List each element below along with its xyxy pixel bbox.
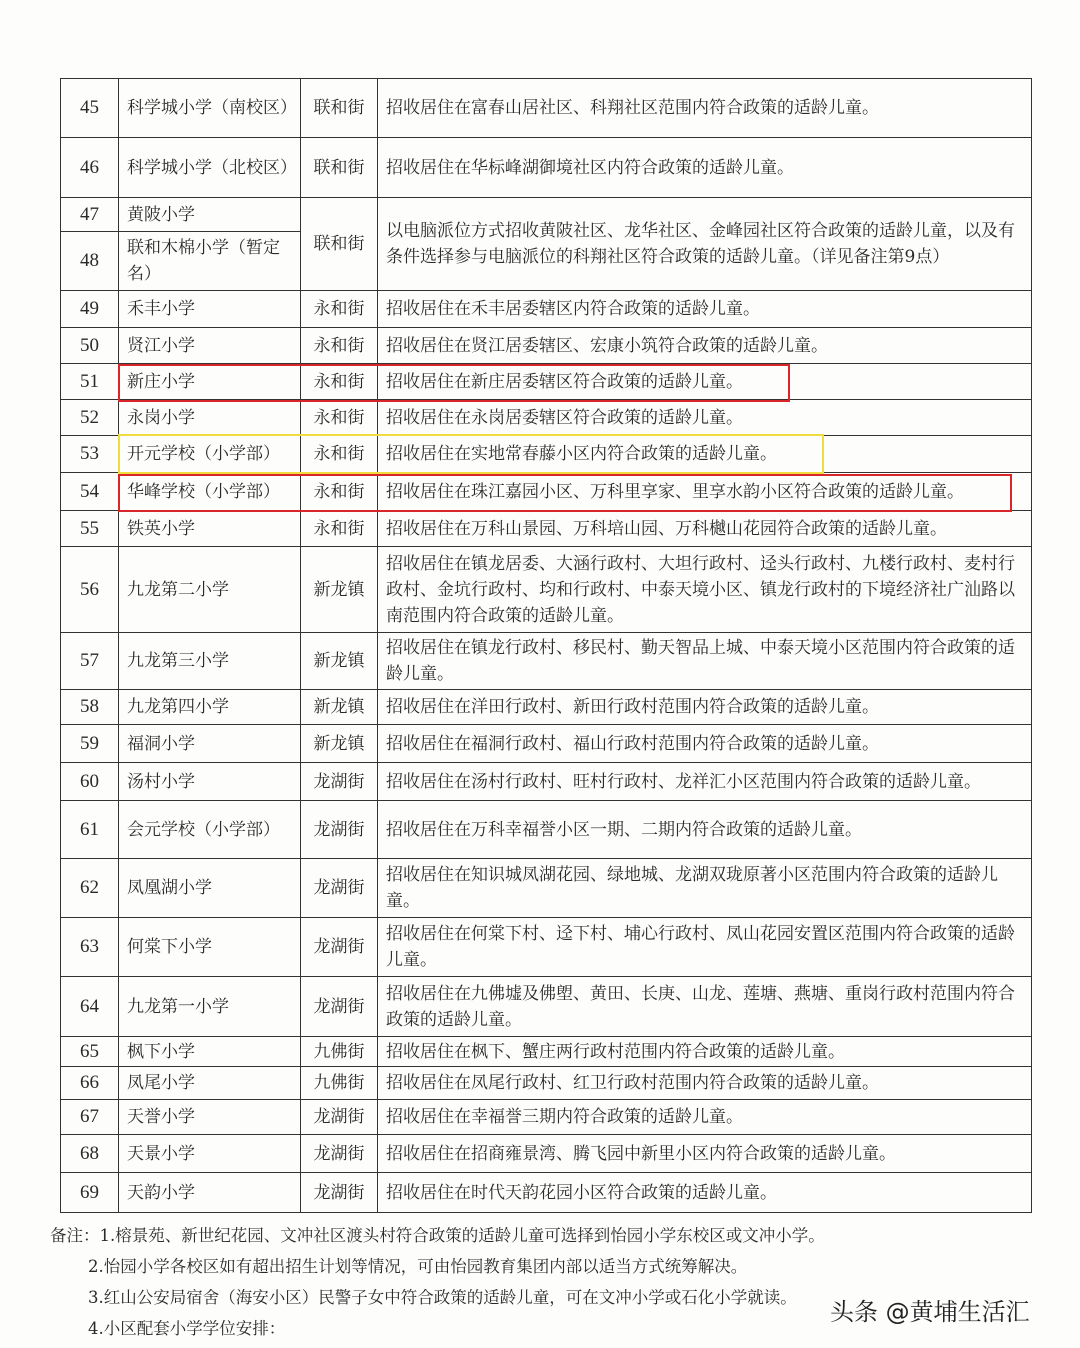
district: 新龙镇 <box>301 690 378 725</box>
school-name: 开元学校（小学部） <box>119 436 301 473</box>
school-name: 九龙第三小学 <box>119 633 301 690</box>
table-row <box>61 1135 1032 1173</box>
row-number: 62 <box>61 859 119 918</box>
school-name: 科学城小学（南校区） <box>119 79 301 138</box>
table-row <box>61 1173 1032 1213</box>
table-row <box>61 859 1032 918</box>
district: 新龙镇 <box>301 633 378 690</box>
table-row <box>61 977 1032 1037</box>
enrollment-scope: 招收居住在镇龙居委、大涵行政村、大坦行政村、迳头行政村、九楼行政村、麦村行政村、金坑行政村、均和行政村、中泰天境小区、镇龙行政村的下境经济社广汕路以南范围内符合政策的适龄儿童。 <box>378 547 1032 633</box>
school-name: 科学城小学（北校区） <box>119 138 301 198</box>
district: 龙湖街 <box>301 1173 378 1213</box>
enrollment-scope: 招收居住在万科幸福誉小区一期、二期内符合政策的适龄儿童。 <box>378 801 1032 859</box>
enrollment-scope: 招收居住在福洞行政村、福山行政村范围内符合政策的适龄儿童。 <box>378 725 1032 763</box>
district: 永和街 <box>301 291 378 328</box>
school-name: 九龙第一小学 <box>119 977 301 1037</box>
school-name: 天韵小学 <box>119 1173 301 1213</box>
district: 龙湖街 <box>301 1135 378 1173</box>
enrollment-scope: 招收居住在贤江居委辖区、宏康小筑符合政策的适龄儿童。 <box>378 328 1032 364</box>
school-name: 天誉小学 <box>119 1100 301 1135</box>
enrollment-scope: 招收居住在新庄居委辖区符合政策的适龄儿童。 <box>378 364 1032 400</box>
row-number: 54 <box>61 473 119 511</box>
enrollment-scope: 招收居住在汤村行政村、旺村行政村、龙祥汇小区范围内符合政策的适龄儿童。 <box>378 763 1032 801</box>
school-name: 九龙第四小学 <box>119 690 301 725</box>
enrollment-scope: 招收居住在招商雍景湾、腾飞园中新里小区内符合政策的适龄儿童。 <box>378 1135 1032 1173</box>
row-number: 61 <box>61 801 119 859</box>
row-number: 69 <box>61 1173 119 1213</box>
note-2: 2.怡园小学各校区如有超出招生计划等情况，可由怡园教育集团内部以适当方式统筹解决。 <box>88 1257 748 1276</box>
district: 龙湖街 <box>301 918 378 977</box>
row-number: 57 <box>61 633 119 690</box>
district: 联和街 <box>301 79 378 138</box>
enrollment-scope: 招收居住在枫下、蟹庄两行政村范围内符合政策的适龄儿童。 <box>378 1037 1032 1067</box>
school-name: 会元学校（小学部） <box>119 801 301 859</box>
district: 永和街 <box>301 364 378 400</box>
table-row <box>61 400 1032 436</box>
row-number: 51 <box>61 364 119 400</box>
enrollment-scope: 招收居住在何棠下村、迳下村、埔心行政村、凤山花园安置区范围内符合政策的适龄儿童。 <box>378 918 1032 977</box>
table-row <box>61 1100 1032 1135</box>
district: 永和街 <box>301 436 378 473</box>
enrollment-scope: 招收居住在华标峰湖御境社区内符合政策的适龄儿童。 <box>378 138 1032 198</box>
enrollment-scope: 招收居住在镇龙行政村、移民村、勤天智品上城、中泰天境小区范围内符合政策的适龄儿童。 <box>378 633 1032 690</box>
row-number: 52 <box>61 400 119 436</box>
enrollment-scope: 招收居住在洋田行政村、新田行政村范围内符合政策的适龄儿童。 <box>378 690 1032 725</box>
table-row <box>61 198 1032 232</box>
school-name: 联和木棉小学（暂定名） <box>119 232 301 291</box>
watermark: 头条 @黄埔生活汇 <box>830 1298 1030 1326</box>
school-name: 天景小学 <box>119 1135 301 1173</box>
district: 九佛街 <box>301 1067 378 1100</box>
row-number: 48 <box>61 232 119 291</box>
enrollment-scope: 招收居住在凤尾行政村、红卫行政村范围内符合政策的适龄儿童。 <box>378 1067 1032 1100</box>
district: 龙湖街 <box>301 977 378 1037</box>
table-row <box>61 79 1032 138</box>
row-number: 55 <box>61 511 119 547</box>
row-number: 67 <box>61 1100 119 1135</box>
enrollment-scope: 以电脑派位方式招收黄陂社区、龙华社区、金峰园社区符合政策的适龄儿童，以及有条件选择参与电脑派位的科翔社区符合政策的适龄儿童。（详见备注第9点） <box>378 198 1032 291</box>
row-number: 66 <box>61 1067 119 1100</box>
row-number: 60 <box>61 763 119 801</box>
table-row <box>61 511 1032 547</box>
table-row <box>61 291 1032 328</box>
row-number: 56 <box>61 547 119 633</box>
row-number: 68 <box>61 1135 119 1173</box>
note-3: 3.红山公安局宿舍（海安小区）民警子女中符合政策的适龄儿童，可在文冲小学或石化小学就读。 <box>88 1288 797 1307</box>
enrollment-scope: 招收居住在富春山居社区、科翔社区范围内符合政策的适龄儿童。 <box>378 79 1032 138</box>
school-name: 汤村小学 <box>119 763 301 801</box>
school-name: 九龙第二小学 <box>119 547 301 633</box>
school-name: 何棠下小学 <box>119 918 301 977</box>
district: 九佛街 <box>301 1037 378 1067</box>
district: 永和街 <box>301 328 378 364</box>
table-row <box>61 725 1032 763</box>
district: 联和街 <box>301 138 378 198</box>
table-row <box>61 364 1032 400</box>
row-number: 50 <box>61 328 119 364</box>
note-4: 4.小区配套小学学位安排： <box>88 1319 286 1338</box>
table-row <box>61 763 1032 801</box>
district: 永和街 <box>301 511 378 547</box>
school-name: 贤江小学 <box>119 328 301 364</box>
school-name: 禾丰小学 <box>119 291 301 328</box>
table-row <box>61 690 1032 725</box>
enrollment-scope: 招收居住在九佛墟及佛塱、黄田、长庚、山龙、莲塘、燕塘、重岗行政村范围内符合政策的适龄儿童。 <box>378 977 1032 1037</box>
school-catchment-table <box>60 78 1032 1213</box>
row-number: 59 <box>61 725 119 763</box>
row-number: 65 <box>61 1037 119 1067</box>
school-name: 凤凰湖小学 <box>119 859 301 918</box>
school-name: 新庄小学 <box>119 364 301 400</box>
school-name: 永岗小学 <box>119 400 301 436</box>
table-row <box>61 633 1032 690</box>
district: 联和街 <box>301 198 378 291</box>
table-row <box>61 138 1032 198</box>
row-number: 58 <box>61 690 119 725</box>
enrollment-scope: 招收居住在永岗居委辖区符合政策的适龄儿童。 <box>378 400 1032 436</box>
enrollment-scope: 招收居住在实地常春藤小区内符合政策的适龄儿童。 <box>378 436 1032 473</box>
school-name: 凤尾小学 <box>119 1067 301 1100</box>
district: 永和街 <box>301 400 378 436</box>
district: 龙湖街 <box>301 801 378 859</box>
row-number: 46 <box>61 138 119 198</box>
school-name: 黄陂小学 <box>119 198 301 232</box>
notes <box>50 1220 825 1344</box>
row-number: 47 <box>61 198 119 232</box>
district: 永和街 <box>301 473 378 511</box>
enrollment-scope: 招收居住在珠江嘉园小区、万科里享家、里享水韵小区符合政策的适龄儿童。 <box>378 473 1032 511</box>
row-number: 64 <box>61 977 119 1037</box>
row-number: 49 <box>61 291 119 328</box>
table-row <box>61 801 1032 859</box>
enrollment-scope: 招收居住在万科山景园、万科培山园、万科樾山花园符合政策的适龄儿童。 <box>378 511 1032 547</box>
district: 龙湖街 <box>301 763 378 801</box>
enrollment-scope: 招收居住在禾丰居委辖区内符合政策的适龄儿童。 <box>378 291 1032 328</box>
note-1: 备注：1.榕景苑、新世纪花园、文冲社区渡头村符合政策的适龄儿童可选择到怡园小学东校区或文冲小学。 <box>50 1226 825 1245</box>
table-row <box>61 436 1032 473</box>
school-name: 福洞小学 <box>119 725 301 763</box>
table-row <box>61 1037 1032 1067</box>
row-number: 53 <box>61 436 119 473</box>
table-row <box>61 918 1032 977</box>
school-name: 华峰学校（小学部） <box>119 473 301 511</box>
enrollment-scope: 招收居住在知识城凤湖花园、绿地城、龙湖双珑原著小区范围内符合政策的适龄儿童。 <box>378 859 1032 918</box>
school-name: 铁英小学 <box>119 511 301 547</box>
district: 龙湖街 <box>301 1100 378 1135</box>
row-number: 63 <box>61 918 119 977</box>
enrollment-scope: 招收居住在幸福誉三期内符合政策的适龄儿童。 <box>378 1100 1032 1135</box>
district: 新龙镇 <box>301 547 378 633</box>
school-name: 枫下小学 <box>119 1037 301 1067</box>
enrollment-scope: 招收居住在时代天韵花园小区符合政策的适龄儿童。 <box>378 1173 1032 1213</box>
row-number: 45 <box>61 79 119 138</box>
table-row <box>61 473 1032 511</box>
table-row <box>61 1067 1032 1100</box>
district: 新龙镇 <box>301 725 378 763</box>
district: 龙湖街 <box>301 859 378 918</box>
table-row <box>61 547 1032 633</box>
table-row <box>61 328 1032 364</box>
